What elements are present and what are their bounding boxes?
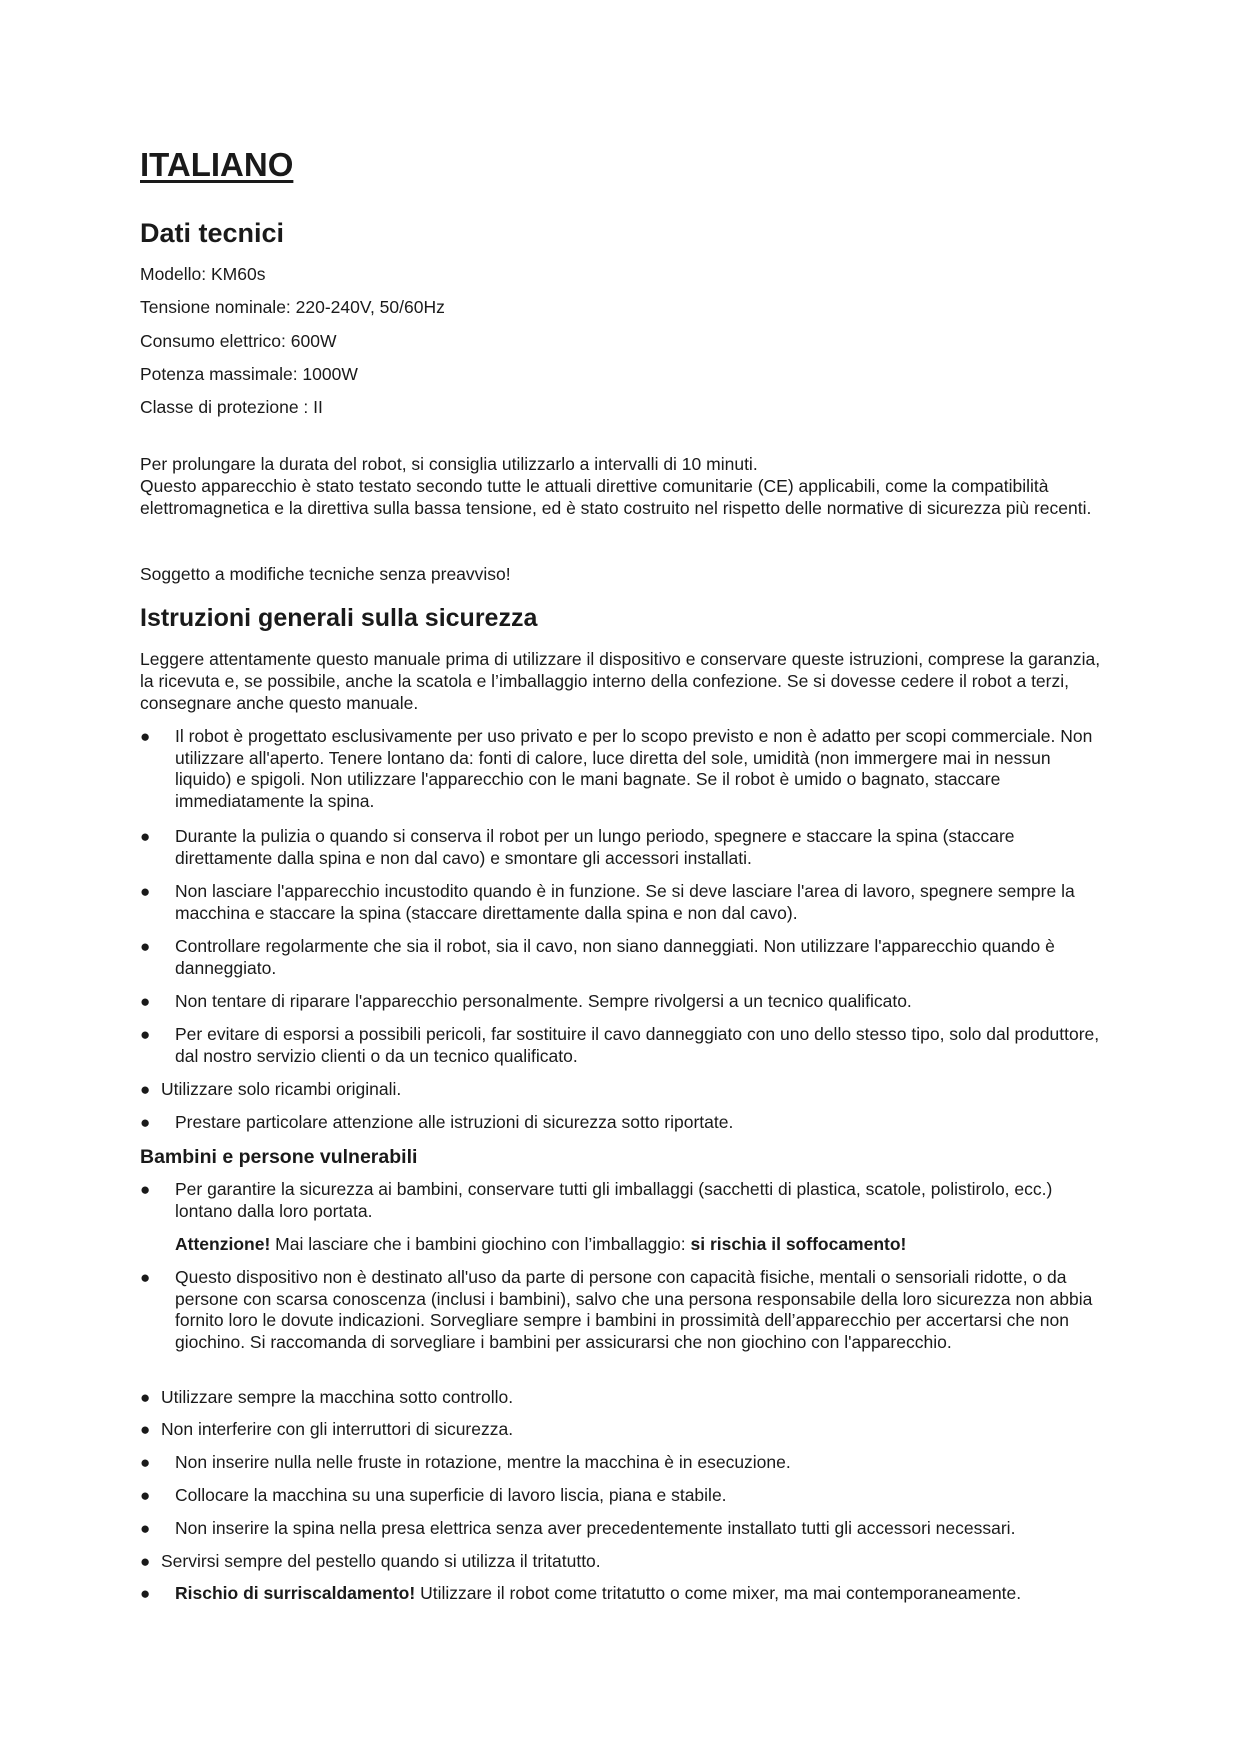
technical-data-heading: Dati tecnici <box>140 218 285 248</box>
safety-item: ● Il robot è progettato esclusivamente per uso privato e per lo scopo previsto e non è adatto per scopi commerciale. Non utilizzare all'aperto. Tenere lontano da: fonti di calore, luce diretta del sole, umidità (non immergere mai in nessun liquido) e spigoli. Non utilizzare l'apparecchio con le mani bagnate. Se il robot è umido o bagnato, staccare immediatamente la spina. <box>140 726 1093 811</box>
children-item: ● Non inserire la spina nella presa elettrica senza aver precedentemente installato tutti gli accessori necessari. <box>140 1518 1016 1538</box>
language-heading: ITALIANO <box>140 146 294 183</box>
children-heading: Bambini e persone vulnerabili <box>140 1146 418 1168</box>
bullet-icon: ● <box>140 727 151 746</box>
bullet-icon: ● <box>140 992 151 1011</box>
bullet-icon: ● <box>140 827 151 846</box>
changes-notice: Soggetto a modifiche tecniche senza preavviso! <box>140 564 511 584</box>
bullet-icon: ● <box>140 1180 151 1199</box>
usage-interval-note: Per prolungare la durata del robot, si consiglia utilizzarlo a intervalli di 10 minuti. <box>140 454 758 474</box>
bullet-icon: ● <box>140 1453 151 1472</box>
safety-item: ● Per evitare di esporsi a possibili pericoli, far sostituire il cavo danneggiato con uno dello stesso tipo, solo dal produttore, dal nostro servizio clienti o da un tecnico qualificato. <box>140 1024 1100 1066</box>
bullet-icon: ● <box>140 1025 151 1044</box>
safety-heading: Istruzioni generali sulla sicurezza <box>140 604 538 632</box>
safety-intro: Leggere attentamente questo manuale prima di utilizzare il dispositivo e conservare queste istruzioni, comprese la garanzia, la ricevuta e, se possibile, anche la scatola e l’imballaggio interno della confezione. Se si dovesse cedere il robot a terzi, consegnare anche questo manuale. <box>140 649 1101 713</box>
warning-label: Attenzione! <box>175 1234 271 1254</box>
bullet-icon: ● <box>140 1420 151 1439</box>
children-item: ● Collocare la macchina su una superficie di lavoro liscia, piana e stabile. <box>140 1485 727 1505</box>
children-item: ● Rischio di surriscaldamento! Utilizzare il robot come tritatutto o come mixer, ma mai contemporaneamente. <box>140 1583 1022 1603</box>
safety-item: ● Prestare particolare attenzione alle istruzioni di sicurezza sotto riportate. <box>140 1112 734 1132</box>
children-item: ● Non inserire nulla nelle fruste in rotazione, mentre la macchina è in esecuzione. <box>140 1452 791 1472</box>
bullet-icon: ● <box>140 1486 151 1505</box>
bullet-icon: ● <box>140 1080 151 1099</box>
safety-item: ● Non tentare di riparare l'apparecchio personalmente. Sempre rivolgersi a un tecnico qualificato. <box>140 991 912 1011</box>
safety-item: ● Durante la pulizia o quando si conserva il robot per un lungo periodo, spegnere e staccare la spina (staccare direttamente dalla spina e non dal cavo) e smontare gli accessori installati. <box>140 826 1015 868</box>
bullet-icon: ● <box>140 882 151 901</box>
warning-emphasis: si rischia il soffocamento! <box>690 1234 907 1254</box>
children-item: ● Utilizzare sempre la macchina sotto controllo. <box>140 1387 514 1407</box>
overheating-warning-label: Rischio di surriscaldamento! <box>175 1583 416 1603</box>
bullet-icon: ● <box>140 1268 151 1287</box>
bullet-icon: ● <box>140 937 151 956</box>
bullet-icon: ● <box>140 1388 151 1407</box>
technical-notes <box>140 453 1105 519</box>
children-item: ● Servirsi sempre del pestello quando si utilizza il tritatutto. <box>140 1551 601 1571</box>
safety-item: ● Controllare regolarmente che sia il robot, sia il cavo, non siano danneggiati. Non utilizzare l'apparecchio quando è danneggiato. <box>140 936 1055 978</box>
children-item: ● Per garantire la sicurezza ai bambini, conservare tutti gli imballaggi (sacchetti di plastica, scatole, polistirolo, ecc.) lontano dalla loro portata. <box>140 1179 1053 1221</box>
bullet-icon: ● <box>140 1584 151 1603</box>
bullet-icon: ● <box>140 1552 151 1571</box>
spec-model: Modello: KM60s <box>140 264 266 284</box>
bullet-icon: ● <box>140 1519 151 1538</box>
safety-item: ● Non lasciare l'apparecchio incustodito quando è in funzione. Se si deve lasciare l'area di lavoro, spegnere sempre la macchina e staccare la spina (staccare direttamente dalla spina e non dal cavo). <box>140 881 1075 923</box>
ce-compliance-note: Questo apparecchio è stato testato secondo tutte le attuali direttive comunitarie (CE) applicabili, come la compatibilità elettromagnetica e la direttiva sulla bassa tensione, ed è stato costruito nel rispetto delle normative di sicurezza più recenti. <box>140 476 1092 518</box>
bullet-icon: ● <box>140 1113 151 1132</box>
spec-protection-class: Classe di protezione : II <box>140 397 323 417</box>
children-item: ● Questo dispositivo non è destinato all'uso da parte di persone con capacità fisiche, mentali o sensoriali ridotte, o da persone con scarsa conoscenza (inclusi i bambini), salvo che una persona responsabile della loro sicurezza non abbia fornito loro le dovute indicazioni. Sorvegliare sempre i bambini in prossimità dell’apparecchio per accertarsi che non giochino. Si raccomanda di sorvegliare i bambini per assicurarsi che non giochino con l'apparecchio. <box>140 1267 1093 1352</box>
spec-power-consumption: Consumo elettrico: 600W <box>140 331 337 351</box>
children-item: ● Non interferire con gli interruttori di sicurezza. <box>140 1419 514 1439</box>
suffocation-warning: Attenzione! Mai lasciare che i bambini giochino con l’imballaggio: si rischia il soffocamento! <box>175 1234 907 1254</box>
spec-voltage: Tensione nominale: 220-240V, 50/60Hz <box>140 297 445 317</box>
spec-max-power: Potenza massimale: 1000W <box>140 364 358 384</box>
safety-item: ● Utilizzare solo ricambi originali. <box>140 1079 402 1099</box>
